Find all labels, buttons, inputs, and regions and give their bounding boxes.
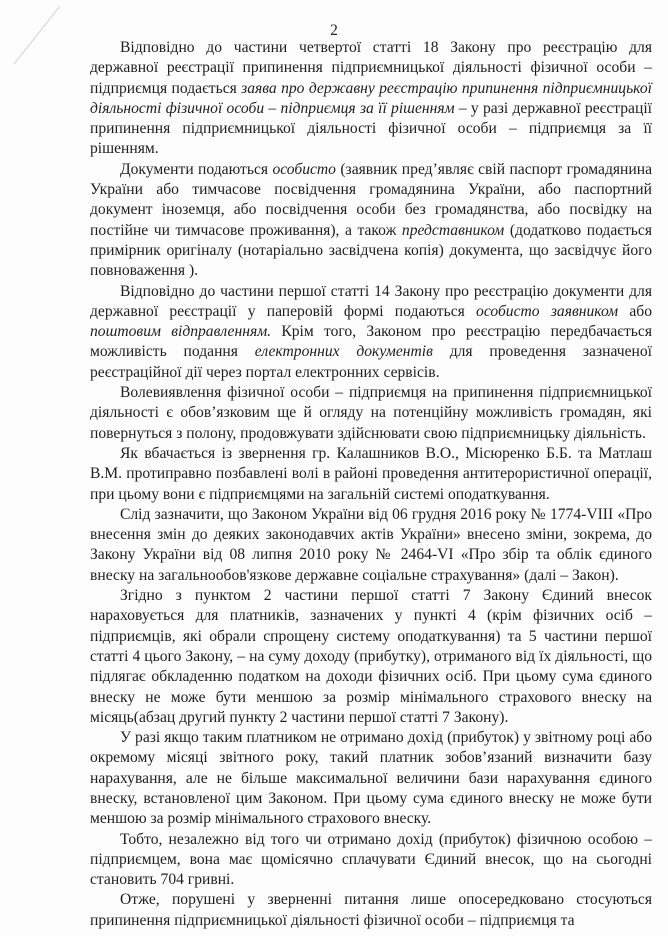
paragraph [90, 728, 652, 829]
text-run: (додатково подається примірник оригіналу (нотаріально засвідчена копія) документа, що засвідчує його повноваження ). [90, 221, 652, 280]
text-run: (заявник пред’являє свій паспорт громадянина України або тимчасове посвідчення громадянина України, або паспортний документ іноземця, або посвідчення особи без громадянства, або посвідку на постійне чи тимчасове проживання), а також [90, 160, 653, 239]
document-body [90, 38, 652, 931]
text-run: Волевиявлення фізичної особи – підприємця на припинення підприємницької діяльності є обов’язковим ще й огляду на потенційну можливість громадян, які повернуться з полону, продовжувати здійснювати свою підприємницьку діяльність. [90, 384, 652, 442]
italic-text: заява про державну реєстрацію припинення підприємницької діяльності фізичної особи – підприємця за її рішенням [90, 79, 652, 117]
text-run: для проведення зазначеної реєстраційної дії через портал електронних сервісів. [90, 343, 652, 381]
text-run: Відповідно до частини першої статті 14 Закону про реєстрацію документи для державної реєстрації у паперовій формі подаються [90, 282, 652, 320]
italic-text: електронних документів [254, 343, 433, 361]
text-run: Відповідно до частини четвертої статті 18 Закону про реєстрацію для державної реєстрації припинення підприємницької діяльності фізичної особи – підприємця подається [90, 39, 652, 97]
page-number: 2 [330, 22, 338, 39]
text-run: – у разі державної реєстрації припинення підприємницької діяльності фізичної особи – підприємця за її рішенням. [90, 99, 652, 158]
italic-text: особисто [272, 160, 336, 178]
paragraph [90, 444, 652, 505]
text-run: Документи подаються [120, 160, 273, 178]
paragraph [90, 505, 652, 586]
text-run: У разі якщо таким платником не отримано дохід (прибуток) у звітному році або окремому місяці звітного року, такий платник зобов’язаний визначити базу нарахування, але не більше максимальної величини бази нарахування єдиного внеску, встановленої цим Законом. При цьому сума єдиного внеску не може бути меншою за розмір мінімального страхового внеску. [90, 729, 652, 828]
italic-text: особисто заявником [476, 302, 619, 320]
paragraph [90, 160, 652, 282]
text-run: або [618, 302, 652, 320]
paragraph [90, 586, 652, 728]
text-run: Тобто, незалежно від того чи отримано дохід (прибуток) фізичною особою – підприємцем, вона має щомісячно сплачувати Єдиний внесок, що на сьогодні становить 704 гривні. [90, 830, 652, 889]
paragraph [90, 38, 652, 160]
paragraph [90, 383, 652, 444]
italic-text: поштовим відправленням. [90, 323, 272, 341]
text-run: Отже, порушені у зверненні питання лише опосередковано стосуються припинення підприємницької діяльності фізичної особи – підприємця та [90, 891, 652, 929]
paragraph [90, 830, 652, 891]
text-run: Слід зазначити, що Законом України від 06 грудня 2016 року № 1774-VIII «Про внесення змін до деяких законодавчих актів України» внесено зміни, зокрема, до Закону України від 08 липня 2010 року № 2464-VI «Про збір та облік єдиного внеску на загальнообов'язкове державне соціальне страхування» (далі – Закон). [90, 505, 652, 584]
italic-text: представником [401, 221, 505, 239]
paragraph [90, 282, 652, 383]
text-run: Як вбачається із звернення гр. Калашников В.О., Місюренко Б.Б. та Матлаш В.М. протиправно позбавлені волі в районі проведення антитерористичної операції, при цьому вони є підприємцями на загальній системі оподаткування. [90, 444, 652, 503]
text-run: Згідно з пунктом 2 частини першої статті 7 Закону Єдиний внесок нараховується для платників, зазначених у пункті 4 (крім фізичних осіб – підприємців, які обрали спрощену систему оподаткування) та 5 частини першої статті 4 цього Закону, – на суму доходу (прибутку), отриманого від їх діяльності, що підлягає обкладенню податком на доходи фізичних осіб. При цьому сума єдиного внеску не може бути меншою за розмір мінімального страхового внеску на місяць(абзац другий пункту 2 частини першої статті 7 Закону). [90, 587, 652, 726]
text-run: Крім того, Законом про реєстрацію передбачається можливість подання [90, 323, 653, 361]
paragraph [90, 890, 652, 931]
